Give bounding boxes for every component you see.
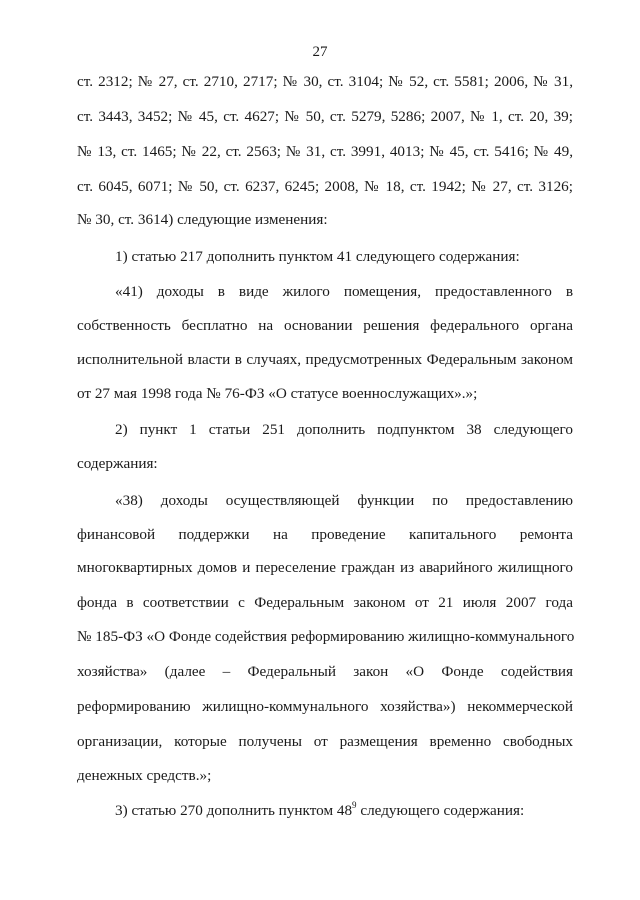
text-line: «38) доходы осуществляющей функции по предоставлению [115,492,573,509]
text-line: организации, которые получены от размещения временно свободных [77,733,573,750]
superscript: 9 [352,800,357,810]
text-line: 2) пункт 1 статьи 251 дополнить подпунктом 38 следующего [115,421,573,438]
text-line: финансовой поддержки на проведение капитального ремонта [77,526,573,543]
text-line: № 185-ФЗ «О Фонде содействия реформированию жилищно-коммунального [77,628,575,645]
text-line: ст. 2312; № 27, ст. 2710, 2717; № 30, ст. 3104; № 52, ст. 5581; 2006, № 31, [77,73,573,90]
text-line: от 27 мая 1998 года № 76-ФЗ «О статусе военнослужащих».»; [77,385,478,402]
text-line: денежных средств.»; [77,767,212,784]
text-after-superscript: следующего содержания: [356,802,525,819]
text-line: 1) статью 217 дополнить пунктом 41 следующего содержания: [115,248,520,265]
text-before-superscript: 3) статью 270 дополнить пунктом 48 [115,802,353,819]
text-line: ст. 3443, 3452; № 45, ст. 4627; № 50, ст. 5279, 5286; 2007, № 1, ст. 20, 39; [77,108,573,125]
text-line: многоквартирных домов и переселение граждан из аварийного жилищного [77,559,573,576]
text-line: исполнительной власти в случаях, предусмотренных Федеральным законом [77,351,573,368]
text-line: ст. 6045, 6071; № 50, ст. 6237, 6245; 2008, № 18, ст. 1942; № 27, ст. 3126; [77,178,573,195]
text-line: «41) доходы в виде жилого помещения, предоставленного в [115,283,573,300]
text-line: фонда в соответствии с Федеральным законом от 21 июля 2007 года [77,594,573,611]
text-line: содержания: [77,455,158,472]
text-line: № 13, ст. 1465; № 22, ст. 2563; № 31, ст. 3991, 4013; № 45, ст. 5416; № 49, [77,143,573,160]
text-line: собственность бесплатно на основании решения федерального органа [77,317,573,334]
text-line: хозяйства» (далее – Федеральный закон «О Фонде содействия [77,663,573,680]
text-line: № 30, ст. 3614) следующие изменения: [77,211,328,228]
text-line: реформированию жилищно-коммунального хозяйства») некоммерческой [77,698,573,715]
page-number: 27 [312,44,328,60]
text-line-last [115,801,573,821]
